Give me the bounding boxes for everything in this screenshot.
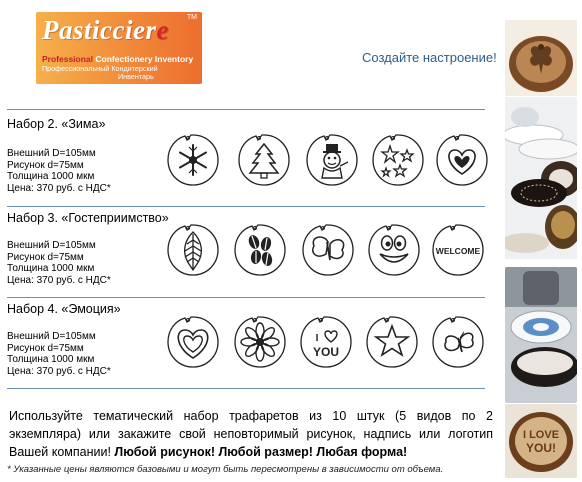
logo-brand: Pasticciere — [42, 15, 169, 45]
rule-set3 — [7, 206, 485, 207]
christmas-tree-stencil-icon — [236, 132, 292, 188]
star-stencil-icon — [364, 314, 420, 370]
smiley-stencil-icon — [366, 222, 422, 278]
photo-love-text-2: YOU! — [526, 441, 556, 455]
i-love-you-latte-photo — [505, 404, 577, 478]
price-note: * Указанные цены являются базовыми и могут быть пересмотрены в зависимости от объема. — [7, 464, 444, 475]
love-text-you: YOU — [312, 345, 340, 359]
stars-stencil-icon — [370, 132, 426, 188]
coffee-beans-stencil-icon — [232, 222, 288, 278]
love-text-i: I — [315, 333, 319, 344]
snowflake-stencil-icon — [165, 132, 221, 188]
photo-love-text-1: I LOVE — [522, 429, 560, 441]
set-title: Набор 2. «Зима» — [7, 117, 106, 131]
snowman-stencil-icon — [304, 132, 360, 188]
pasticciere-logo — [36, 12, 202, 84]
rule-bottom — [7, 388, 485, 389]
flower-stencil-icon — [232, 314, 288, 370]
set-specs: Внешний D=105мм Рисунок d=75мм Толщина 1000 мкм Цена: 370 руб. с НДС* — [7, 148, 111, 194]
i-love-you-stencil-icon — [298, 314, 354, 370]
welcome-stencil-icon — [430, 222, 486, 278]
promo-bold: Любой рисунок! Любой размер! Любая форма! — [114, 445, 408, 459]
logo-subtitle-ru: Профессиональный Кондитерский Инвентарь — [42, 64, 158, 81]
set-title: Набор 3. «Гостеприимство» — [7, 211, 169, 225]
heart-outline-stencil-icon — [165, 314, 221, 370]
tagline: Создайте настроение! — [362, 50, 497, 65]
set-specs: Внешний D=105мм Рисунок d=75мм Толщина 1000 мкм Цена: 370 руб. с НДС* — [7, 240, 111, 286]
butterfly-stencil-icon — [300, 222, 356, 278]
leaf-stencil-icon — [165, 222, 221, 278]
logo-subtitle-en: Professional Confectionery Inventory — [42, 54, 194, 64]
rule-set4 — [7, 297, 485, 298]
rule-top — [7, 109, 485, 110]
set-specs: Внешний D=105мм Рисунок d=75мм Толщина 1000 мкм Цена: 370 руб. с НДС* — [7, 331, 111, 377]
logo-trademark: TM — [186, 14, 197, 21]
promo-text: Используйте тематический набор трафаретов из 10 штук (5 видов по 2 экземпляра) или закажите свой неповторимый рисунок, надпись или логотип Вашей компании! Любой рисунок! Любой размер! Любая форма! — [9, 409, 493, 459]
heart-stencil-icon — [434, 132, 490, 188]
latte-fairy-photo — [505, 20, 577, 96]
stencil-stack-photo — [505, 97, 577, 259]
stencil-sugaring-photo — [505, 267, 577, 403]
butterfly-stencil-icon — [430, 314, 486, 370]
welcome-text: WELCOME — [435, 246, 481, 256]
set-title: Набор 4. «Эмоция» — [7, 302, 121, 316]
